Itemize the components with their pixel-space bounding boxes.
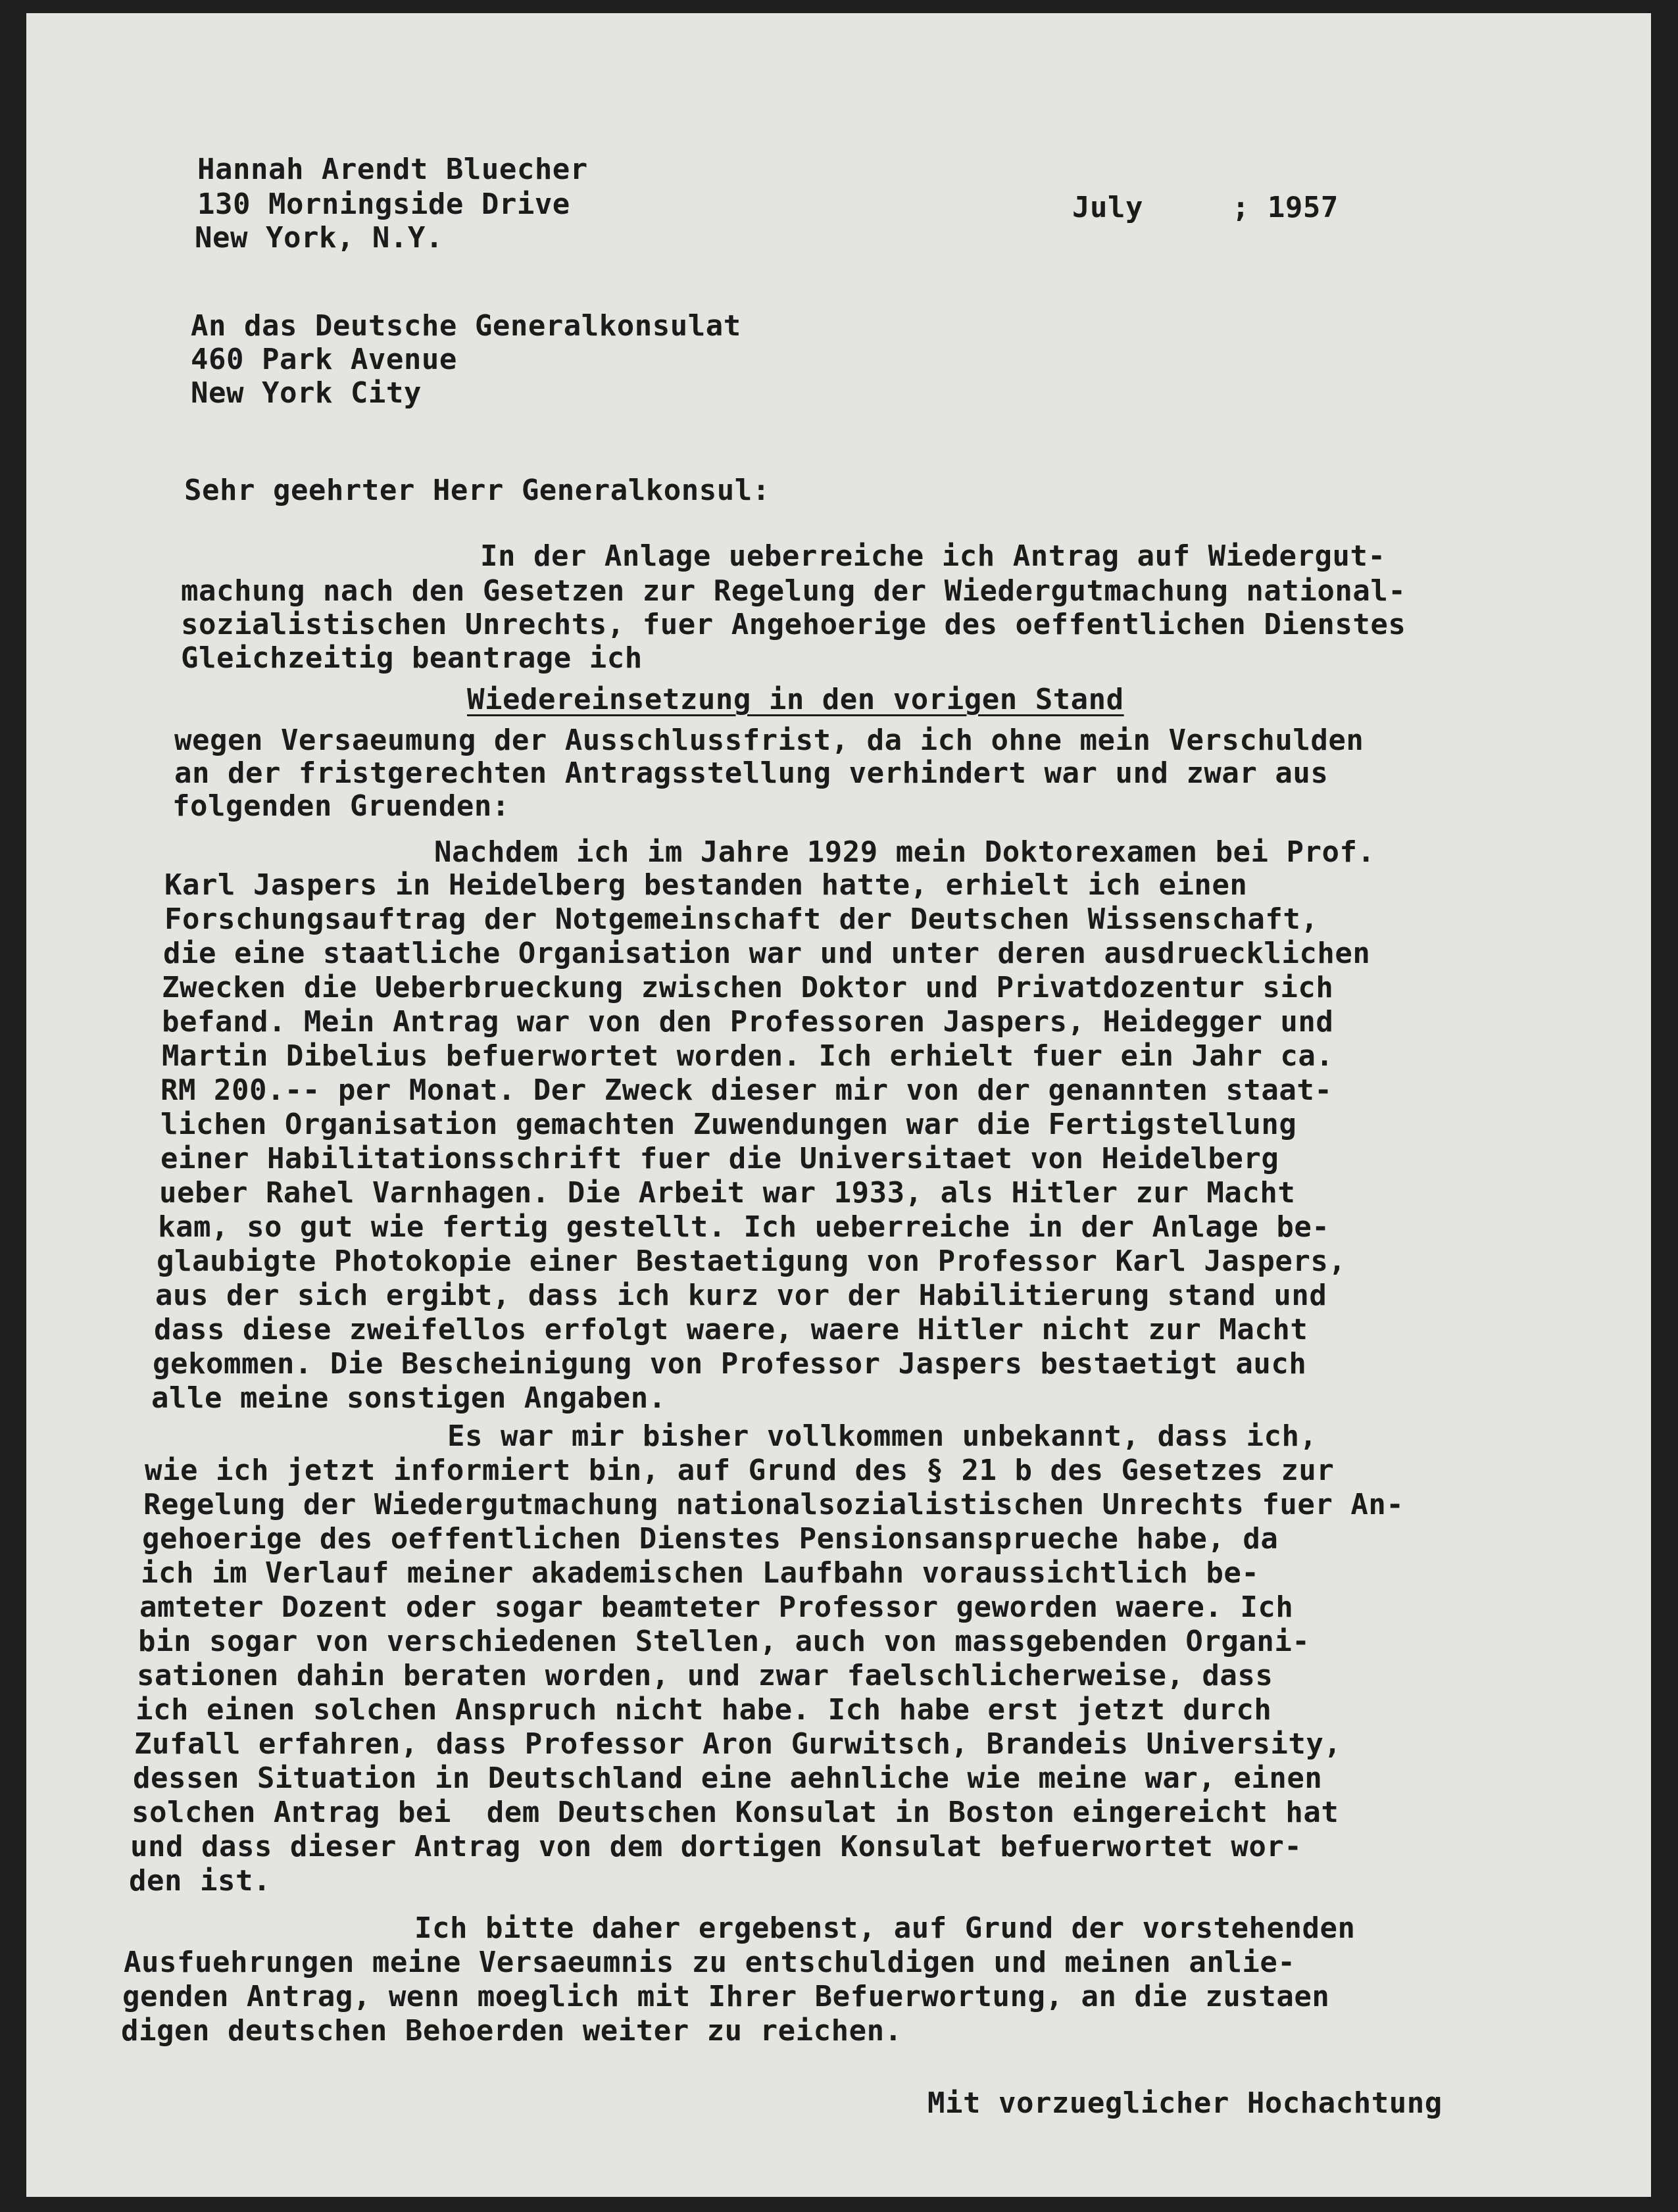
body-line: Zwecken die Ueberbrueckung zwischen Doktor und Privatdozentur sich [162, 971, 1334, 1004]
body-line: alle meine sonstigen Angaben. [151, 1381, 666, 1415]
body-line: Gleichzeitig beantrage ich [181, 641, 643, 675]
body-line: Nachdem ich im Jahre 1929 mein Doktorexamen bei Prof. [434, 835, 1375, 869]
body-line: gehoerige des oeffentlichen Dienstes Pensionsansprueche habe, da [142, 1522, 1279, 1556]
body-line: dessen Situation in Deutschland eine aehnliche wie meine war, einen [133, 1761, 1323, 1795]
body-line: einer Habilitationsschrift fuer die Universitaet von Heidelberg [160, 1142, 1279, 1175]
body-line: und dass dieser Antrag von dem dortigen Konsulat befuerwortet wor- [130, 1830, 1302, 1863]
body-line: ich einen solchen Anspruch nicht habe. Ich habe erst jetzt durch [136, 1693, 1272, 1727]
body-line-underlined: Wiedereinsetzung in den vorigen Stand [467, 683, 1124, 716]
body-line: ueber Rahel Varnhagen. Die Arbeit war 1933, als Hitler zur Macht [159, 1176, 1296, 1210]
body-line: Es war mir bisher vollkommen unbekannt, dass ich, [447, 1419, 1318, 1453]
body-line: glaubigte Photokopie einer Bestaetigung von Professor Karl Jaspers, [157, 1244, 1346, 1278]
body-line: solchen Antrag bei dem Deutschen Konsulat in Boston eingereicht hat [132, 1796, 1339, 1829]
body-line: Ich bitte daher ergebenst, auf Grund der vorstehenden [414, 1911, 1356, 1945]
body-line: an der fristgerechten Antragsstellung verhindert war und zwar aus [174, 756, 1329, 790]
body-line: RM 200.-- per Monat. Der Zweck dieser mir von der genannten staat- [160, 1073, 1333, 1107]
body-line: digen deutschen Behoerden weiter zu reichen. [121, 2014, 902, 2048]
body-line: gekommen. Die Bescheinigung von Professor Jaspers bestaetigt auch [153, 1347, 1307, 1381]
body-line: dass diese zweifellos erfolgt waere, waere Hitler nicht zur Macht [154, 1313, 1308, 1346]
body-line: den ist. [129, 1864, 271, 1898]
body-line: wegen Versaeumung der Ausschlussfrist, da ich ohne mein Verschulden [174, 724, 1364, 757]
body-line: Zufall erfahren, dass Professor Aron Gurwitsch, Brandeis University, [134, 1727, 1342, 1761]
body-line: bin sogar von verschiedenen Stellen, auch von massgebenden Organi- [138, 1625, 1310, 1658]
body-line: Regelung der Wiedergutmachung nationalsozialistischen Unrechts fuer An- [143, 1488, 1404, 1521]
body-line: die eine staatliche Organisation war und unter deren ausdruecklichen [163, 937, 1371, 970]
body-line: aus der sich ergibt, dass ich kurz vor der Habilitierung stand und [155, 1279, 1327, 1312]
body-line: Martin Dibelius befuerwortet worden. Ich erhielt fuer ein Jahr ca. [162, 1039, 1334, 1073]
body-line: wie ich jetzt informiert bin, auf Grund des § 21 b des Gesetzes zur [145, 1454, 1335, 1487]
sender-street: 130 Morningside Drive [197, 187, 570, 221]
recipient-line-3: New York City [191, 376, 422, 410]
body-line: lichen Organisation gemachten Zuwendungen war die Fertigstellung [160, 1108, 1297, 1141]
recipient-line-1: An das Deutsche Generalkonsulat [191, 309, 741, 343]
body-line: kam, so gut wie fertig gestellt. Ich ueberreiche in der Anlage be- [158, 1210, 1330, 1244]
sender-city: New York, N.Y. [195, 221, 443, 255]
body-line: sozialistischen Unrechts, fuer Angehoerige des oeffentlichen Dienstes [181, 608, 1406, 641]
body-line: ich im Verlauf meiner akademischen Laufbahn voraussichtlich be- [141, 1556, 1260, 1590]
body-line: amteter Dozent oder sogar beamteter Professor geworden waere. Ich [139, 1590, 1294, 1624]
body-line: sationen dahin beraten worden, und zwar faelschlicherweise, dass [137, 1659, 1273, 1692]
closing: Mit vorzueglicher Hochachtung [927, 2086, 1443, 2120]
recipient-line-2: 460 Park Avenue [191, 343, 457, 376]
body-line: folgenden Gruenden: [172, 789, 510, 823]
body-line: Ausfuehrungen meine Versaeumnis zu entschuldigen und meinen anlie- [124, 1946, 1296, 1979]
body-line: genden Antrag, wenn moeglich mit Ihrer Befuerwortung, an die zustaen [122, 1980, 1330, 2013]
body-line: In der Anlage ueberreiche ich Antrag auf Wiedergut- [480, 539, 1386, 573]
sender-name: Hannah Arendt Bluecher [197, 153, 588, 186]
body-line: befand. Mein Antrag war von den Professoren Jaspers, Heidegger und [162, 1005, 1334, 1039]
body-line: Forschungsauftrag der Notgemeinschaft der Deutschen Wissenschaft, [164, 902, 1319, 936]
salutation: Sehr geehrter Herr Generalkonsul: [184, 474, 770, 507]
letter-date: July ; 1957 [1072, 191, 1339, 224]
body-line: machung nach den Gesetzen zur Regelung der Wiedergutmachung national- [181, 574, 1406, 608]
body-line: Karl Jaspers in Heidelberg bestanden hatte, erhielt ich einen [164, 868, 1248, 902]
